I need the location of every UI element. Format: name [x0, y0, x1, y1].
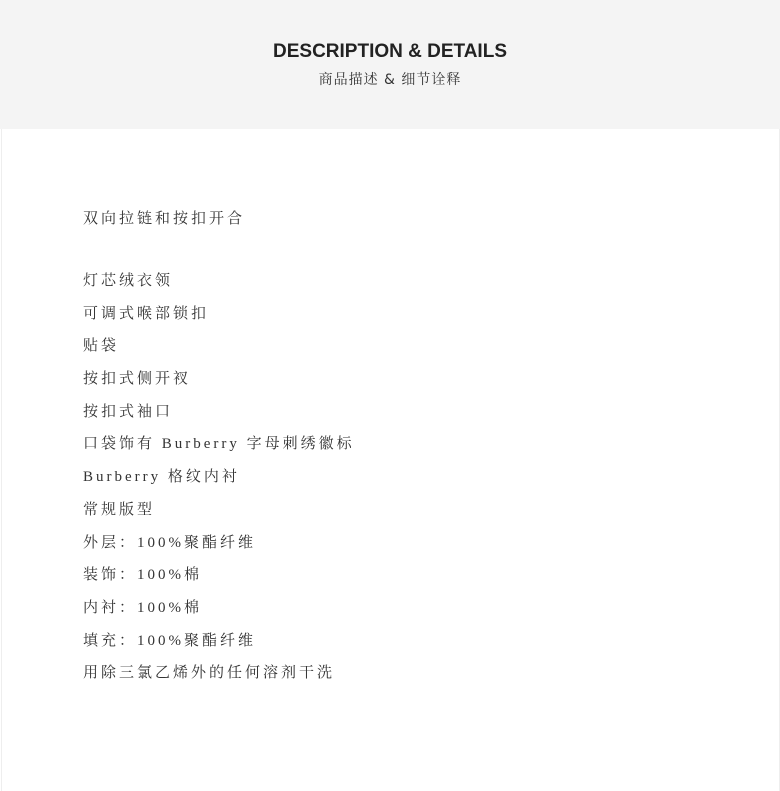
detail-item: 灯芯绒衣领: [83, 273, 174, 289]
detail-item: 内衬：100%棉: [83, 599, 202, 616]
detail-item: 常规版型: [83, 501, 156, 518]
detail-item: 口袋饰有 Burberry 字母刺绣徽标: [83, 436, 355, 453]
detail-item: Burberry 格纹内衬: [83, 469, 240, 486]
description-panel: [1, 129, 780, 791]
section-header: [0, 0, 780, 129]
detail-item: 按扣式侧开衩: [83, 371, 192, 388]
detail-item: 外层：100%聚酯纤维: [83, 534, 256, 551]
section-title: DESCRIPTION & DETAILS: [273, 41, 507, 62]
detail-item: 可调式喉部锁扣: [83, 305, 210, 322]
detail-list: [83, 270, 355, 695]
detail-item: 按扣式袖口: [83, 403, 174, 420]
closure-description: 双向拉链和按扣开合: [83, 209, 246, 227]
section-subtitle: 商品描述 & 细节诠释: [318, 72, 462, 88]
detail-item: 填充：100%聚酯纤维: [83, 632, 256, 649]
detail-item: 用除三氯乙烯外的任何溶剂干洗: [83, 665, 336, 682]
detail-item: 装饰：100%棉: [83, 567, 202, 584]
detail-item: 贴袋: [83, 338, 120, 355]
